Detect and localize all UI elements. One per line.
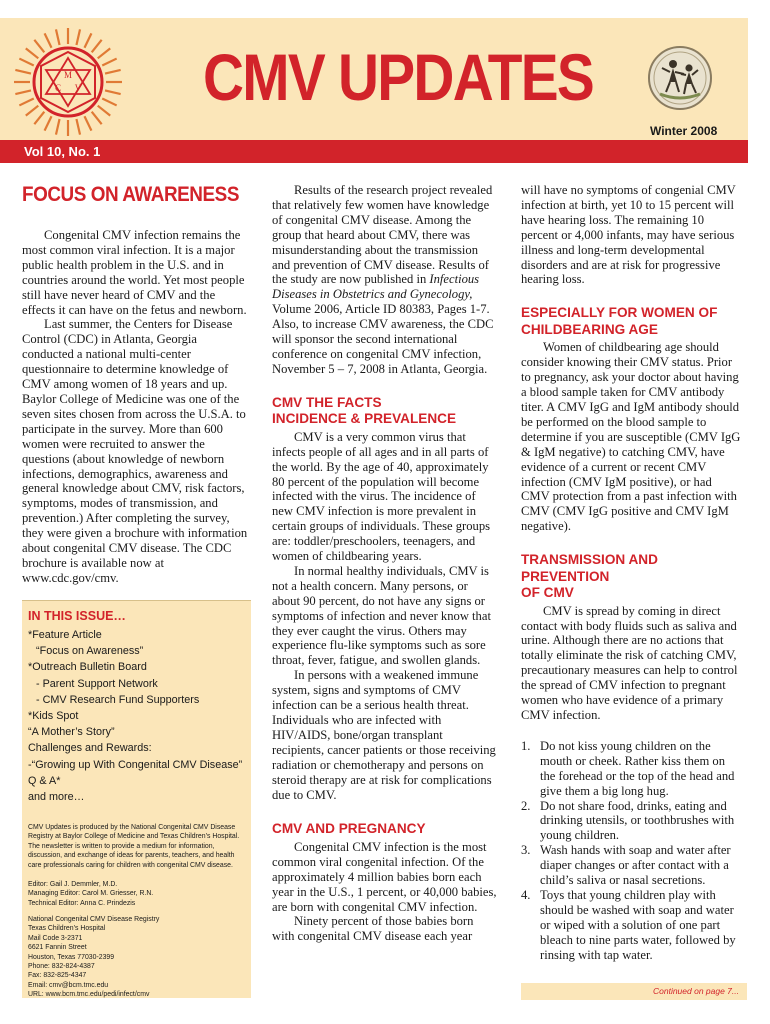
results-paragraph [272, 183, 498, 377]
contact-url[interactable]: URL: www.bcm.tmc.edu/pedi/infect/cmv [28, 991, 150, 999]
issue-item: *Feature Article [28, 629, 102, 641]
newsletter-title: CMV UPDATES [203, 40, 593, 114]
about-line: CMV Updates is produced by the National Congenital CMV Disease [28, 824, 236, 831]
volume-bar [0, 140, 748, 163]
article-column-3 [521, 183, 743, 962]
about-line: care professionals caring for children with congenital CMV disease. [28, 861, 233, 869]
issue-item: and more… [28, 791, 85, 804]
in-this-issue-box [22, 600, 251, 998]
continued-link[interactable]: Continued on page 7... [652, 986, 739, 996]
women-paragraph: Women of childbearing age should consider knowing their CMV status. Prior to pregnancy, ask your doctor about having a blood sample taken for CMV antibody titer. A CMV IgG and IgM antibody should be performed on the blood sample to determine if you are susceptible (CMV IgG & IgM negative) to catching CMV, have evidence of a current or recent CMV infection (CMV IgM positive), or had CMV protection from a past infection with CMV (CMV IgG positive and CMV IgM negative). [521, 340, 741, 534]
issue-item: *Outreach Bulletin Board [28, 661, 147, 674]
volume-number: Vol 10, No. 1 [24, 144, 101, 159]
logo-ray [26, 48, 39, 58]
pregnancy-paragraph: Congenital CMV infection is the most common viral congenital infection. Of the approximately 4 million babies born each year in the U.S., 1 percent, or 40,000 babies, are born with congenital CMV infection. [272, 839, 497, 914]
issue-item: “Focus on Awareness” [36, 645, 144, 658]
logo-ray [19, 59, 33, 66]
contact-line: Mail Code 3-2371 [28, 934, 83, 942]
contact-line: 6621 Fannin Street [28, 944, 87, 952]
precaution-number: 2. [521, 798, 531, 813]
contact-line: Fax: 832-825-4347 [28, 972, 87, 980]
precaution-item [521, 843, 743, 888]
precaution-text: Toys that young children play with should be washed with soap and water or wiped with a solution of one part bleach to nine parts water, followed by rinsing with tap water. [540, 887, 736, 962]
logo-ray [26, 106, 39, 116]
editor-line: Editor: Gail J. Demmler, M.D. [28, 881, 118, 888]
precautions-list [521, 739, 743, 963]
contact-line: Texas Children’s Hospital [28, 925, 106, 933]
transmission-heading [521, 552, 743, 602]
logo-letter-v: V [74, 83, 82, 93]
newsletter-about [28, 823, 248, 870]
issue-item: -“Growing up With Congenital CMV Disease” [28, 758, 243, 771]
logo-ray [15, 70, 31, 74]
facts-paragraph: CMV is a very common virus that infects people of all ages and in all parts of the world. By the age of 40, approximately 80 percent of the population will become infected with the virus. The incidence of new CMV infection is more prevalent in certain groups of individuals. These groups are: toddler/preschoolers, teenagers, and women of childbearing years. [272, 429, 491, 564]
issue-item: Q & A* [28, 774, 61, 787]
article-column-2 [272, 183, 498, 944]
logo-ray [34, 112, 44, 125]
pregnancy-heading: CMV AND PREGNANCY [272, 821, 426, 837]
logo-ray [84, 33, 91, 47]
logo-ray [102, 59, 116, 66]
in-this-issue-list [28, 627, 242, 805]
precaution-number: 1. [521, 738, 531, 753]
facts-heading-line1: CMV THE FACTS [272, 394, 382, 410]
contact-line: Phone: 832-824-4387 [28, 963, 95, 971]
article-column-1 [22, 228, 248, 586]
contact-info [28, 915, 248, 1000]
facts-paragraph: In persons with a weakened immune system, signs and symptoms of CMV infection can be a serious health threat. Individuals who are infected with HIV/AIDS, bone/organ transplant recipients, cancer patients or those receiving radiation or chemotherapy and persons on steroid therapy are at risk for complications due to CMV. [272, 668, 496, 802]
precaution-number: 4. [521, 887, 531, 902]
logo-ray [45, 33, 52, 47]
issue-item: *Kids Spot [28, 710, 79, 723]
precaution-text: Wash hands with soap and water after diaper changes or after contact with a child’s saliva or nasal secretions. [540, 843, 731, 888]
logo-ray [34, 40, 44, 53]
contact-line: Houston, Texas 77030-2399 [28, 953, 115, 961]
results-text: Results of the research project revealed that relatively few women have knowledge of congenital CMV disease. Among the group that heard about CMV, there was misunderstanding about the transmission and prevention of CMV disease. Results of the study are now published in [272, 183, 493, 287]
issue-item: Challenges and Rewards: [28, 742, 152, 755]
logo-ray [105, 90, 121, 94]
issue-season: Winter 2008 [650, 124, 718, 138]
continued-bar [521, 983, 747, 1000]
transmission-heading-line1: TRANSMISSION AND PREVENTION [521, 552, 658, 584]
results-text-cont: Volume 2006, Article ID 80383, Pages 1-7. Also, to increase CMV awareness, the CDC will sponsor the second international conference on congenital CMV infection, November 5 – 7, 2008 in Atlanta, Georgia. [272, 302, 494, 376]
contact-email[interactable]: Email: cmv@bcm.tmc.edu [28, 981, 109, 989]
cmv-logo [8, 20, 148, 142]
children-playing-medallion [648, 46, 712, 110]
logo-ray [76, 119, 80, 135]
logo-ray [92, 40, 102, 53]
precaution-item [521, 739, 743, 799]
issue-item: - Parent Support Network [36, 677, 158, 690]
precaution-number: 3. [521, 843, 531, 858]
women-heading [521, 305, 743, 338]
in-this-issue-heading: IN THIS ISSUE… [28, 609, 126, 623]
contact-line: National Congenital CMV Disease Registry [28, 916, 160, 923]
about-line: The newsletter is written to provide a medium for information, [28, 842, 215, 850]
precaution-item [521, 799, 743, 844]
logo-ray [98, 48, 111, 58]
logo-ray [76, 29, 80, 45]
facts-heading [272, 395, 498, 428]
facts-heading-line2: INCIDENCE & PREVALENCE [272, 411, 457, 427]
journal-title: Infectious Diseases in Obstetrics and Gynecology, [272, 272, 480, 302]
transmission-paragraph: CMV is spread by coming in direct contact with body fluids such as saliva and urine. Although there are no actions that totally eliminate the risk of catching CMV, precautionary measures can help to control the spread of CMV infection to pregnant women who have evidence of a primary CMV infection. [521, 603, 738, 722]
logo-ray [98, 106, 111, 116]
issue-item: - CMV Research Fund Supporters [36, 693, 200, 706]
women-heading-line1: ESPECIALLY FOR WOMEN OF [521, 305, 718, 321]
article-paragraph: Congenital CMV infection remains the most common viral infection. It is a major public health problem in the U.S. and in countries around the world. Yet most people still have never heard of CMV and the effects it can have on the fetus and newborn. [22, 228, 247, 317]
logo-ray [19, 98, 33, 105]
transmission-heading-line2: OF CMV [521, 585, 574, 601]
editor-line: Technical Editor: Anna C. Prindezis [28, 899, 136, 907]
logo-ray [56, 29, 60, 45]
logo-ray [56, 119, 60, 135]
facts-paragraph: In normal healthy individuals, CMV is not a health concern. Many persons, or about 90 percent, do not have any signs or symptoms of infection and never know that they ever caught the virus. Others may experience flu-like symptoms such as sore throat, fever, fatigue, and swollen glands. [272, 563, 491, 668]
about-line: Registry at Baylor College of Medicine and Texas Children’s Hospital. [28, 833, 240, 841]
precaution-item [521, 888, 743, 963]
editor-line: Managing Editor: Carol M. Griesser, R.N. [28, 890, 154, 898]
women-heading-line2: CHILDBEARING AGE [521, 321, 658, 337]
precaution-text: Do not kiss young children on the mouth or cheek. Rather kiss them on the forehead or the top of the head and give them a big long hug. [540, 738, 735, 798]
article-headline: FOCUS ON AWARENESS [22, 183, 239, 206]
article-paragraph: Last summer, the Centers for Disease Control (CDC) in Atlanta, Georgia conducted a national multi-center questionnaire to determine knowledge of CMV among women of 18 years and up. Baylor College of Medicine was one of the seven sites chosen from across the U.S.A. to participate in the survey. More than 600 women were recruited to answer the questions (about knowledge of newborn infections, demographics, awareness and general knowledge about CMV, risk factors, symptoms, modes of transmission, and prevention.) After completing the survey, they were given a brochure with information about congenital CMV disease. The CDC brochure is available now at www.cdc.gov/cmv. [22, 317, 248, 585]
about-line: discussion, and exchange of ideas for parents, teachers, and health [28, 852, 235, 860]
logo-ray [45, 116, 52, 130]
logo-ray [15, 90, 31, 94]
logo-ray [102, 98, 116, 105]
pregnancy-paragraph: Ninety percent of those babies born with congenital CMV disease each year [272, 914, 474, 944]
logo-letter-m: M [63, 70, 73, 80]
col3-intro-paragraph: will have no symptoms of congenial CMV infection at birth, yet 10 to 15 percent will have hearing loss. The remaining 10 percent or 4,000 infants, may have serious illness and long-term developmental disorders and are at risk for progressive hearing loss. [521, 183, 736, 287]
logo-ray [84, 116, 91, 130]
issue-item: “A Mother’s Story” [28, 726, 115, 739]
editors-list [28, 880, 248, 908]
logo-ray [105, 70, 121, 74]
logo-ray [92, 112, 102, 125]
logo-letter-c: C [54, 83, 62, 93]
precaution-text: Do not share food, drinks, eating and drinking utensils, or toothbrushes with young children. [540, 798, 735, 843]
